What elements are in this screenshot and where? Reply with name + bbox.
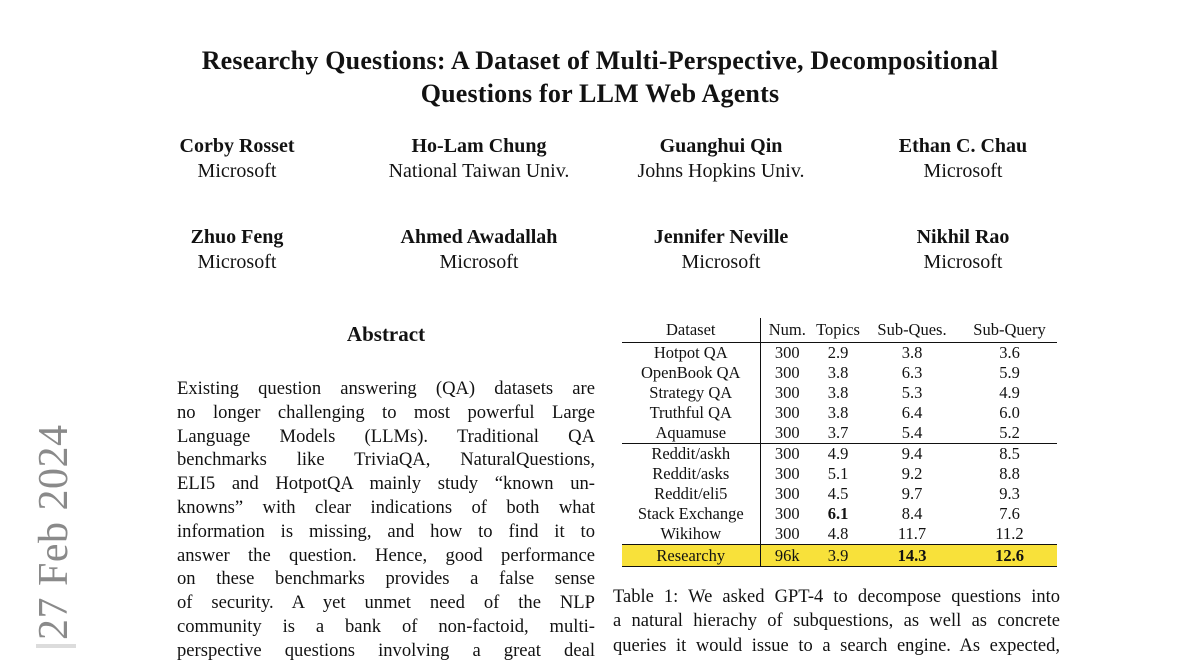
table-row: Truthful QA 300 3.8 6.4 6.0: [649, 403, 1020, 422]
table-row: OpenBook QA 300 3.8 6.3 5.9: [641, 363, 1020, 382]
author-affiliation: Johns Hopkins Univ.: [637, 160, 805, 182]
abstract-line: ELI5 and HotpotQA mainly study “known un-: [177, 473, 595, 495]
table-1: [622, 318, 1057, 567]
abstract-line: information is missing, and how to find it to: [177, 520, 595, 542]
table-header-topics: Topics: [814, 318, 862, 343]
table-header-row: [622, 318, 1057, 343]
author-name: Corby Rosset: [179, 135, 295, 157]
abstract-heading: Abstract: [346, 322, 426, 346]
author-block: [116, 134, 358, 184]
author-affiliation: Microsoft: [439, 251, 519, 273]
caption-line: queries it would issue to a search engine. As expected,: [613, 635, 1060, 656]
table-row: Reddit/askh 300 4.9 9.4 8.5: [622, 444, 1057, 465]
author-block: [600, 134, 842, 184]
author-affiliation: Microsoft: [681, 251, 761, 273]
table-row: Reddit/eli5 300 4.5 9.7 9.3: [654, 484, 1020, 503]
table-row: Aquamuse 300 3.7 5.4 5.2: [655, 423, 1020, 442]
abstract-line: community is a bank of non-factoid, multi-: [177, 615, 595, 637]
paper-title-line2: Questions for LLM Web Agents: [420, 79, 780, 108]
abstract-line: no longer challenging to most powerful Large: [177, 401, 595, 423]
author-block: [842, 134, 1084, 184]
author-affiliation: Microsoft: [197, 160, 277, 182]
table-1-caption: [613, 585, 1060, 658]
author-affiliation: Microsoft: [197, 251, 277, 273]
author-name: Zhuo Feng: [190, 226, 284, 248]
caption-line: a natural hierachy of subquestions, as well as concrete: [613, 611, 1060, 632]
table-header-subquery: Sub-Query: [962, 318, 1057, 343]
author-affiliation: Microsoft: [923, 251, 1003, 273]
table-header-dataset: Dataset: [622, 318, 760, 343]
paper-title-line1: Researchy Questions: A Dataset of Multi-Perspective, Decompositional: [201, 46, 999, 75]
arxiv-sidebar-date: 27 Feb 2024: [31, 424, 77, 640]
author-block: [358, 134, 600, 184]
authors-row-2: [116, 225, 1084, 275]
author-name: Ahmed Awadallah: [400, 226, 558, 248]
table-row: Reddit/asks 300 5.1 9.2 8.8: [652, 464, 1020, 483]
abstract-line: of security. A yet unmet need of the NLP: [177, 592, 595, 614]
table-row: Stack Exchange 300 6.1 8.4 7.6: [637, 504, 1020, 523]
table-header-subques: Sub-Ques.: [862, 318, 962, 343]
authors-row-1: [116, 134, 1084, 184]
arxiv-sidebar-cutoff-mark: [36, 644, 76, 648]
table-row-researchy-highlight: Researchy 96k 3.9 14.3 12.6: [622, 545, 1057, 567]
author-name: Guanghui Qin: [659, 135, 783, 157]
abstract-line: knowns” with clear indications of both what: [177, 496, 595, 518]
abstract-line: on these benchmarks provides a false sense: [177, 568, 595, 590]
table-row: Hotpot QA 300 2.9 3.8 3.6: [653, 343, 1020, 362]
paper-title: [0, 44, 1200, 110]
caption-line: Table 1: We asked GPT-4 to decompose questions into: [613, 587, 1060, 607]
abstract-line: Language Models (LLMs). Traditional QA: [177, 425, 595, 447]
abstract-line: benchmarks like TriviaQA, NaturalQuestions,: [177, 449, 595, 471]
table-header-num: Num.: [760, 318, 814, 343]
author-name: Ethan C. Chau: [898, 135, 1028, 157]
author-name: Nikhil Rao: [916, 226, 1010, 248]
author-block: [600, 225, 842, 275]
author-affiliation: National Taiwan Univ.: [388, 160, 570, 182]
abstract-body: [177, 377, 595, 663]
table-row: Strategy QA 300 3.8 5.3 4.9: [649, 383, 1020, 402]
author-affiliation: Microsoft: [923, 160, 1003, 182]
abstract-line: perspective questions involving a great deal: [177, 639, 595, 661]
abstract-line: answer the question. Hence, good performance: [177, 544, 595, 566]
author-block: [358, 225, 600, 275]
table-row: Wikihow 300 4.8 11.7 11.2: [660, 524, 1024, 543]
author-name: Jennifer Neville: [653, 226, 789, 248]
author-block: [116, 225, 358, 275]
author-name: Ho-Lam Chung: [411, 135, 547, 157]
author-block: [842, 225, 1084, 275]
abstract-line: Existing question answering (QA) datasets are: [177, 378, 595, 399]
